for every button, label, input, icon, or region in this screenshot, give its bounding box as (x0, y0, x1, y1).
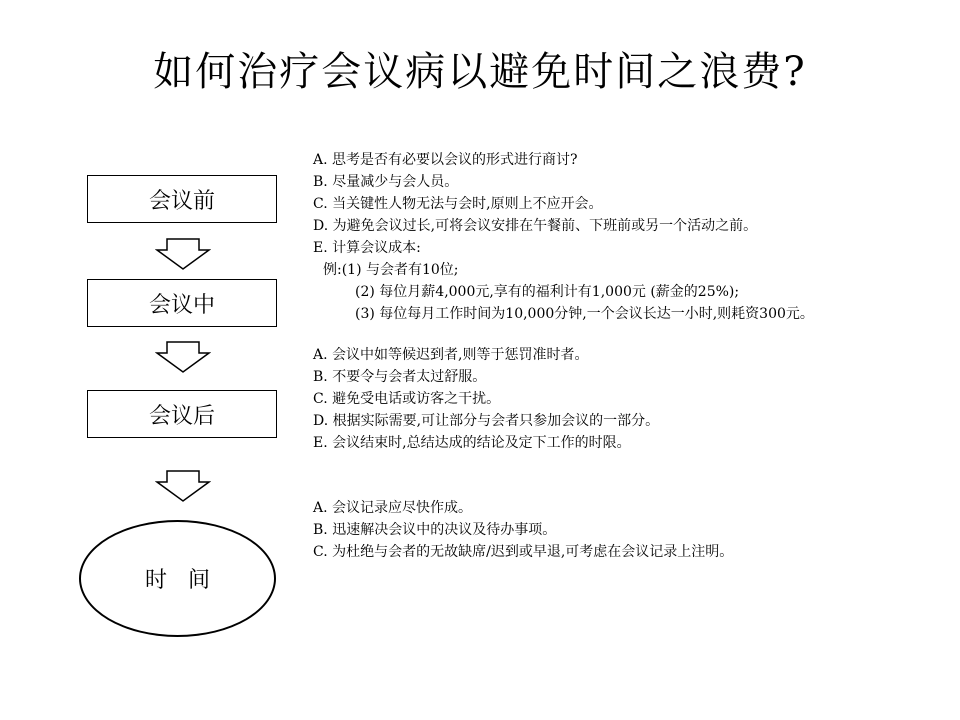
before-meeting-points (313, 150, 953, 326)
list-item: C. 避免受电话或访客之干扰。 (313, 391, 501, 407)
list-item: A. 思考是否有必要以会议的形式进行商讨? (313, 152, 578, 168)
list-item: A. 会议记录应尽快作成。 (313, 500, 473, 516)
during-meeting-points (313, 345, 953, 455)
list-item: A. 会议中如等候迟到者,则等于惩罚准时者。 (313, 347, 589, 363)
list-item: B. 不要令与会者太过舒服。 (313, 369, 487, 385)
list-item: D. 根据实际需要,可让部分与会者只参加会议的一部分。 (313, 413, 660, 429)
list-item-example: 例:(1) 与会者有10位; (323, 262, 459, 278)
flow-box-label: 会议中 (148, 292, 215, 318)
list-item: E. 计算会议成本: (313, 240, 421, 256)
list-item: B. 尽量减少与会人员。 (313, 174, 459, 190)
flow-box-before-meeting (87, 175, 277, 223)
list-item: C. 为杜绝与会者的无故缺席/迟到或早退,可考虑在会议记录上注明。 (313, 544, 734, 560)
list-item-example: (2) 每位月薪4,000元,享有的福利计有1,000元 (薪金的25%); (355, 284, 740, 300)
flow-box-label: 会议前 (148, 188, 215, 214)
down-arrow-icon (155, 238, 211, 270)
flow-box-label: 会议后 (148, 403, 215, 429)
list-item-example: (3) 每位每月工作时间为10,000分钟,一个会议长达一小时,则耗资300元。 (355, 306, 814, 322)
flow-box-after-meeting (87, 390, 277, 438)
down-arrow-icon (155, 470, 211, 502)
list-item: B. 迅速解决会议中的决议及待办事项。 (313, 522, 557, 538)
after-meeting-points (313, 498, 953, 564)
down-arrow-icon (155, 341, 211, 373)
time-oval-label: 时 间 (145, 568, 210, 593)
flow-box-during-meeting (87, 279, 277, 327)
list-item: D. 为避免会议过长,可将会议安排在午餐前、下班前或另一个活动之前。 (313, 218, 758, 234)
time-oval (79, 520, 276, 637)
page-title: 如何治疗会议病以避免时间之浪费? (153, 49, 807, 95)
list-item: E. 会议结束时,总结达成的结论及定下工作的时限。 (313, 435, 631, 451)
list-item: C. 当关键性人物无法与会时,原则上不应开会。 (313, 196, 603, 212)
